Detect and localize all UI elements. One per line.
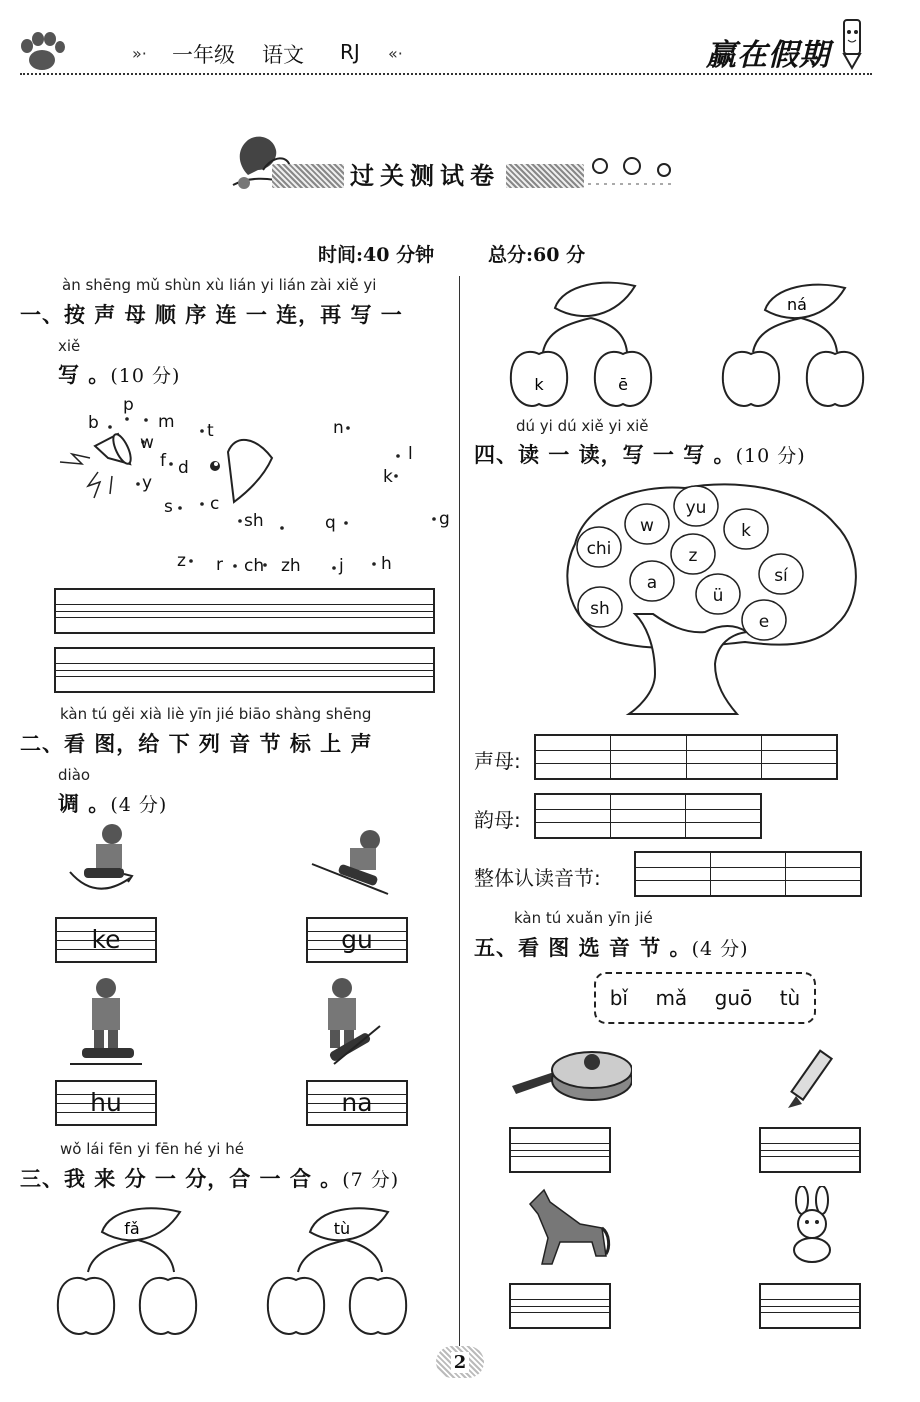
option-tu[interactable]: tù xyxy=(779,986,801,1010)
syllable-box-hu[interactable]: hu xyxy=(55,1080,157,1126)
time-label: 时间:40 分钟 xyxy=(318,244,435,266)
whole-syllable-cell[interactable] xyxy=(636,853,711,895)
letter-p: p xyxy=(123,395,134,415)
initials-cell[interactable] xyxy=(687,736,762,778)
letter-t: t xyxy=(207,421,214,441)
tree-apple-k: k xyxy=(741,521,751,541)
tree-apple-yu: yu xyxy=(685,498,707,518)
q3-pinyin-1: wǒ lái fēn yi fēn hé yi hé xyxy=(60,1140,244,1158)
rabbit-answer-box[interactable] xyxy=(759,1283,861,1329)
page-title: 过关测试卷 xyxy=(344,156,506,191)
initials-cell[interactable] xyxy=(762,736,836,778)
paw-icon xyxy=(18,30,66,74)
bubbles-icon xyxy=(588,152,678,188)
skateboarder-tone-1-image xyxy=(70,976,156,1072)
leaf-tu-label: tù xyxy=(333,1219,351,1238)
whole-syllables-label: 整体认读音节: xyxy=(474,866,601,890)
tree-apple-u: ü xyxy=(712,586,724,606)
q2-pinyin-1: kàn tú gěi xià liè yīn jié biāo shàng shēng xyxy=(60,705,372,723)
leaf-apple-group-tu xyxy=(260,1200,420,1340)
finals-answer-row[interactable] xyxy=(534,793,762,839)
option-guo[interactable]: guō xyxy=(714,986,753,1010)
option-bi[interactable]: bǐ xyxy=(609,986,628,1010)
letter-zh: zh xyxy=(281,556,301,576)
whole-syllables-answer-row[interactable] xyxy=(634,851,862,897)
skateboarder-tone-4-image xyxy=(66,822,152,900)
letter-r: r xyxy=(216,555,223,575)
initials-cell[interactable] xyxy=(611,736,686,778)
syllable-options-box xyxy=(594,972,816,1024)
q1-writing-line-1[interactable] xyxy=(54,588,435,634)
horse-answer-box[interactable] xyxy=(509,1283,611,1329)
leaf-apple-group-k-e xyxy=(505,278,665,410)
q5-pinyin-1: kàn tú xuǎn yīn jié xyxy=(514,909,653,927)
page-number: 2 xyxy=(451,1352,470,1373)
q2-pinyin-2: diào xyxy=(58,766,91,784)
option-ma[interactable]: mǎ xyxy=(655,986,688,1010)
syllable-box-na[interactable]: na xyxy=(306,1080,408,1126)
right-arrows-icon: «· xyxy=(388,44,403,63)
letter-j: j xyxy=(339,556,344,576)
q3-title: 三、我 来 分 一 分，合 一 合 。(7 分) xyxy=(20,1166,400,1191)
letter-n: n xyxy=(333,418,344,438)
pencil-image xyxy=(782,1046,834,1116)
skateboarder-tone-2-image xyxy=(310,822,402,900)
initials-label: 声母: xyxy=(474,749,521,773)
q5-title: 五、看 图 选 音 节 。(4 分) xyxy=(474,935,749,960)
letter-z: z xyxy=(177,551,186,571)
initials-cell[interactable] xyxy=(536,736,611,778)
q1-pinyin-2: xiě xyxy=(58,337,81,355)
letter-f: f xyxy=(160,451,166,471)
q1-title: 一、按 声 母 顺 序 连 一 连，再 写 一 xyxy=(20,302,403,327)
finals-cell[interactable] xyxy=(611,795,686,837)
tree-apple-sh: sh xyxy=(590,599,610,619)
pot-answer-box[interactable] xyxy=(509,1127,611,1173)
letter-c: c xyxy=(210,494,220,514)
whole-syllable-cell[interactable] xyxy=(711,853,786,895)
score-label: 总分:60 分 xyxy=(488,244,586,266)
apple-tree-image xyxy=(555,474,865,718)
whole-syllable-cell[interactable] xyxy=(786,853,860,895)
apple-k-label: k xyxy=(534,375,544,394)
letter-k: k xyxy=(383,467,393,487)
q4-title: 四、读 一 读，写 一 写 。(10 分) xyxy=(474,442,806,467)
tree-apple-si: sí xyxy=(774,566,788,586)
dot-to-dot-puzzle xyxy=(50,394,460,586)
letter-sh: sh xyxy=(244,511,264,531)
letter-w: w xyxy=(140,433,154,453)
finals-label: 韵母: xyxy=(474,808,521,832)
tree-apple-chi: chi xyxy=(586,539,612,559)
letter-q: q xyxy=(325,513,336,533)
rabbit-image xyxy=(780,1186,844,1266)
syllable-box-ke[interactable]: ke xyxy=(55,917,157,963)
brand-logo: 赢在假期 xyxy=(706,38,830,73)
pencil-mascot-icon xyxy=(834,16,870,72)
tree-apple-w: w xyxy=(640,516,654,536)
apple-e-label: ē xyxy=(618,375,628,394)
letter-ch: ch xyxy=(244,556,265,576)
leaf-apple-group-na xyxy=(717,278,877,410)
leaf-apple-group-fa xyxy=(50,1200,210,1340)
q1-writing-line-2[interactable] xyxy=(54,647,435,693)
left-arrows-icon: »· xyxy=(132,44,147,63)
q1-title-cont: 写 。(10 分) xyxy=(58,362,181,387)
grade-label: 一年级 xyxy=(172,43,235,67)
skateboarder-tone-3-image xyxy=(312,976,384,1068)
leaf-na-label: ná xyxy=(787,295,807,314)
syllable-box-gu[interactable]: gu xyxy=(306,917,408,963)
tree-apple-z: z xyxy=(688,546,698,566)
letter-h: h xyxy=(381,554,392,574)
page-number-badge xyxy=(436,1346,484,1378)
q2-title-cont: 调 。(4 分) xyxy=(58,791,168,816)
header-divider xyxy=(20,73,872,75)
letter-l: l xyxy=(408,444,413,464)
leaf-fa-label: fǎ xyxy=(124,1219,140,1238)
pencil-answer-box[interactable] xyxy=(759,1127,861,1173)
letter-b: b xyxy=(88,413,99,433)
letter-d: d xyxy=(178,458,189,478)
q4-pinyin-1: dú yi dú xiě yi xiě xyxy=(516,417,649,435)
letter-y: y xyxy=(142,473,153,493)
finals-cell[interactable] xyxy=(686,795,760,837)
finals-cell[interactable] xyxy=(536,795,611,837)
subject-label: 语文 xyxy=(262,43,304,67)
letter-m: m xyxy=(158,412,175,432)
pot-image xyxy=(508,1040,632,1104)
tree-apple-a: a xyxy=(646,573,658,593)
edition-label: RJ xyxy=(340,40,360,64)
q2-title: 二、看 图，给 下 列 音 节 标 上 声 xyxy=(20,731,373,756)
letter-s: s xyxy=(164,497,173,517)
tree-apple-e: e xyxy=(758,612,770,632)
horse-image xyxy=(520,1184,612,1270)
letter-g: g xyxy=(439,509,450,529)
q1-pinyin-1: àn shēng mǔ shùn xù lián yi lián zài xiě yi xyxy=(62,276,377,294)
initials-answer-row[interactable] xyxy=(534,734,838,780)
